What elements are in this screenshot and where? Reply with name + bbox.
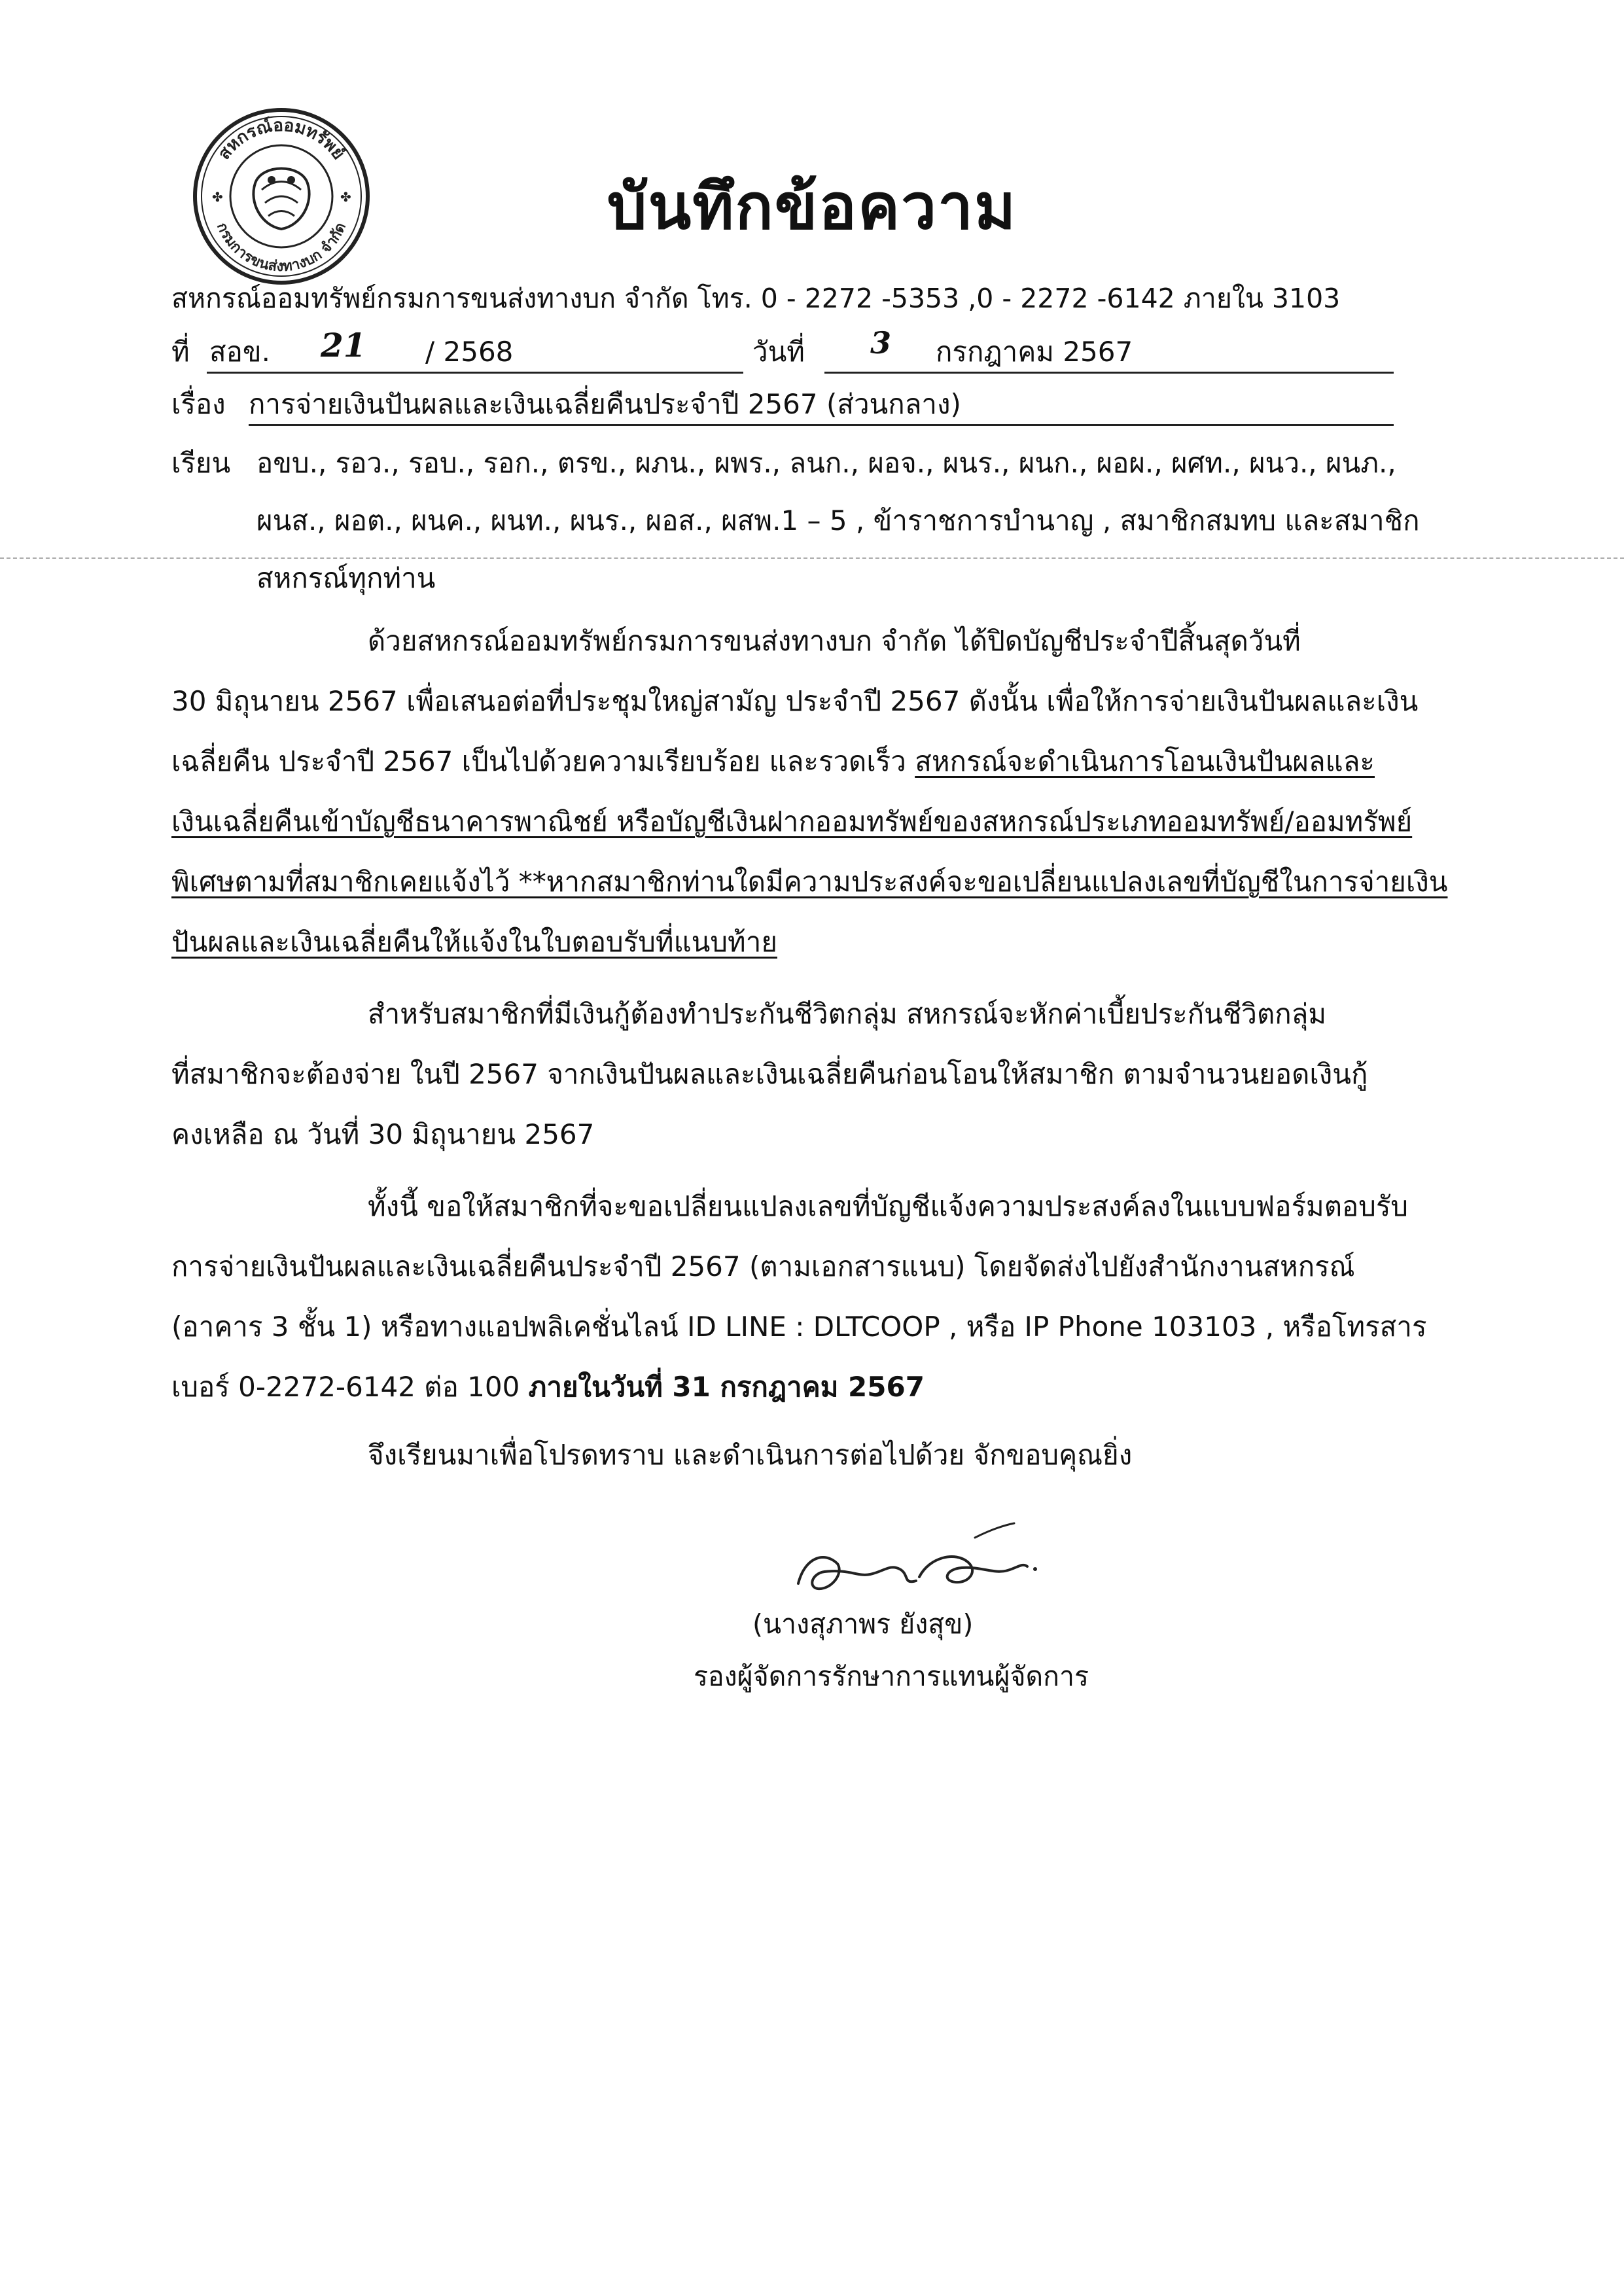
para1-line4: เงินเฉลี่ยคืนเข้าบัญชีธนาคารพาณิชย์ หรือบัญชีเงินฝากออมทรัพย์ของสหกรณ์ประเภทออมทรัพย์/ออมทรัพย์ — [171, 805, 1413, 838]
para1-line3-plain: เฉลี่ยคืน ประจำปี 2567 เป็นไปด้วยความเรียบร้อย และรวดเร็ว — [171, 745, 915, 777]
scan-fold-line — [0, 557, 1624, 559]
date-underline — [824, 372, 1394, 374]
para2-line3: คงเหลือ ณ วันที่ 30 มิถุนายน 2567 — [171, 1118, 595, 1150]
handwritten-signature — [779, 1511, 1053, 1616]
para1-line1: ด้วยสหกรณ์ออมทรัพย์กรมการขนส่งทางบก จำกัด ได้ปิดบัญชีประจำปีสิ้นสุดวันที่ — [368, 625, 1301, 657]
date-month-year: กรกฎาคม 2567 — [936, 336, 1133, 368]
para2-line2: ที่สมาชิกจะต้องจ่าย ในปี 2567 จากเงินปันผลและเงินเฉลี่ยคืนก่อนโอนให้สมาชิก ตามจำนวนยอดเงินกู้ — [171, 1058, 1368, 1090]
date-day: 3 — [870, 325, 892, 361]
date-label: วันที่ — [752, 336, 805, 368]
to-label: เรียน — [171, 447, 231, 479]
ref-underline — [207, 372, 743, 374]
para1-line2: 30 มิถุนายน 2567 เพื่อเสนอต่อที่ประชุมใหญ่สามัญ ประจำปี 2567 ดังนั้น เพื่อให้การจ่ายเงินปันผลและเงิน — [171, 685, 1419, 717]
ref-label: ที่ — [171, 336, 190, 368]
svg-text:✤: ✤ — [212, 189, 223, 205]
to-recipients-line3: สหกรณ์ทุกท่าน — [256, 562, 436, 594]
para3-line3: (อาคาร 3 ชั้น 1) หรือทางแอปพลิเคชั่นไลน์ ID LINE : DLTCOOP , หรือ IP Phone 103103 , หรือโทรสาร — [171, 1311, 1427, 1343]
to-recipients-line2: ผนส., ผอต., ผนค., ผนท., ผนร., ผอส., ผสพ.1 – 5 , ข้าราชการบำนาญ , สมาชิกสมทบ และสมาชิก — [256, 504, 1420, 537]
ref-year: / 2568 — [425, 336, 514, 368]
para3-line4 — [171, 1369, 925, 1405]
para1-line5: พิเศษตามที่สมาชิกเคยแจ้งไว้ **หากสมาชิกท่านใดมีความประสงค์จะขอเปลี่ยนแปลงเลขที่บัญชีในการจ่ายเงิน — [171, 866, 1448, 898]
ref-number: 21 — [321, 326, 366, 364]
ref-prefix: สอข. — [209, 336, 270, 368]
para1-line3 — [171, 743, 1375, 780]
para3-line4-plain: เบอร์ 0-2272-6142 ต่อ 100 — [171, 1371, 529, 1403]
svg-text:✤: ✤ — [340, 189, 351, 205]
document-title: บันทึกข้อความ — [607, 170, 1017, 243]
to-recipients-line1: อขบ., รอว., รอบ., รอก., ตรข., ผภน., ผพร., ลนก., ผอจ., ผนร., ผนก., ผอผ., ผศท., ผนว., ผนภ., — [256, 447, 1396, 479]
para3-deadline: ภายในวันที่ 31 กรกฎาคม 2567 — [528, 1371, 925, 1403]
para1-line3-underlined: สหกรณ์จะดำเนินการโอนเงินปันผลและ — [915, 745, 1375, 777]
para3-line1: ทั้งนี้ ขอให้สมาชิกที่จะขอเปลี่ยนแปลงเลขที่บัญชีแจ้งความประสงค์ลงในแบบฟอร์มตอบรับ — [368, 1190, 1409, 1222]
subject-label: เรื่อง — [171, 388, 226, 420]
subject-underline — [249, 424, 1394, 426]
signatory-position: รองผู้จัดการรักษาการแทนผู้จัดการ — [694, 1661, 1089, 1692]
para1-line6: ปันผลและเงินเฉลี่ยคืนให้แจ้งในใบตอบรับที่แนบท้าย — [171, 926, 777, 958]
para2-line1: สำหรับสมาชิกที่มีเงินกู้ต้องทำประกันชีวิตกลุ่ม สหกรณ์จะหักค่าเบี้ยประกันชีวิตกลุ่ม — [368, 998, 1327, 1030]
signatory-name: (นางสุภาพร ยังสุข) — [752, 1608, 974, 1640]
subject-text: การจ่ายเงินปันผลและเงินเฉลี่ยคืนประจำปี 2567 (ส่วนกลาง) — [249, 388, 961, 420]
para3-line2: การจ่ายเงินปันผลและเงินเฉลี่ยคืนประจำปี 2567 (ตามเอกสารแนบ) โดยจัดส่งไปยังสำนักงานสหกรณ์ — [171, 1250, 1355, 1282]
header-contact-line: สหกรณ์ออมทรัพย์กรมการขนส่งทางบก จำกัด โทร. 0 - 2272 -5353 ,0 - 2272 -6142 ภายใน 3103 — [171, 283, 1341, 314]
seal-ring-bottom-text: กรมการขนส่งทางบก จำกัด — [213, 220, 349, 275]
seal-ring-top-text: สหกรณ์ออมทรัพย์ — [214, 115, 349, 164]
closing-line: จึงเรียนมาเพื่อโปรดทราบ และดำเนินการต่อไปด้วย จักขอบคุณยิ่ง — [368, 1439, 1133, 1471]
